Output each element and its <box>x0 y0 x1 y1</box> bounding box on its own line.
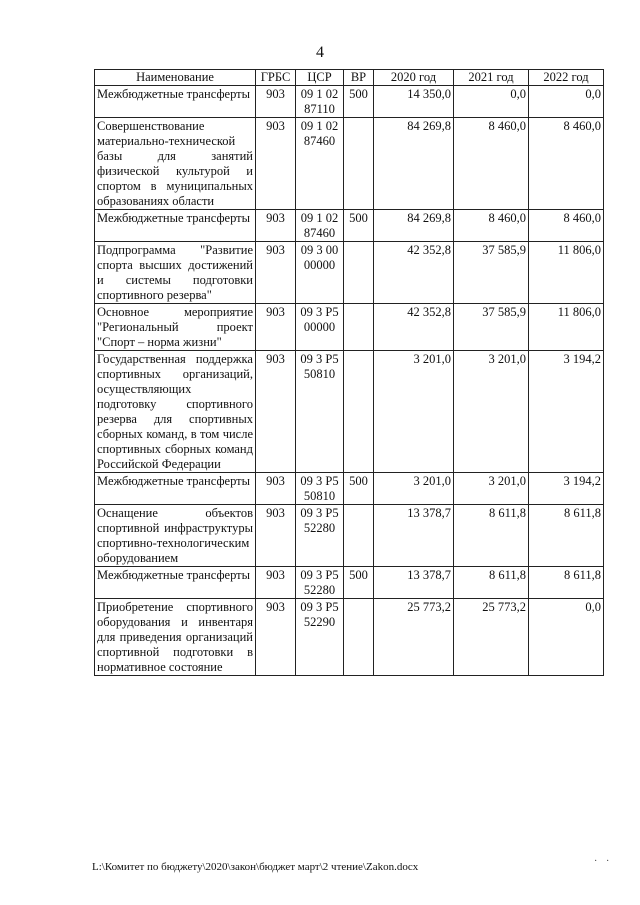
row-csr: 09 1 02 87110 <box>296 86 344 118</box>
row-vr <box>344 351 374 473</box>
row-2022: 8 460,0 <box>529 118 604 210</box>
row-csr: 09 3 P5 52280 <box>296 505 344 567</box>
row-name: Межбюджетные трансферты <box>95 473 256 505</box>
header-csr: ЦСР <box>296 70 344 86</box>
page-number: 4 <box>316 44 324 61</box>
table-row <box>95 473 604 505</box>
row-name: Подпрограмма "Развитие спорта высших достижений и системы подготовки спортивного резерва" <box>95 242 256 304</box>
row-2022: 0,0 <box>529 599 604 676</box>
row-2020: 13 378,7 <box>374 567 454 599</box>
row-2021: 8 460,0 <box>454 118 529 210</box>
row-csr: 09 1 02 87460 <box>296 210 344 242</box>
table-row <box>95 86 604 118</box>
row-vr: 500 <box>344 210 374 242</box>
row-2022: 11 806,0 <box>529 242 604 304</box>
row-grbs: 903 <box>256 599 296 676</box>
row-vr <box>344 242 374 304</box>
row-vr <box>344 505 374 567</box>
header-grbs: ГРБС <box>256 70 296 86</box>
row-name: Межбюджетные трансферты <box>95 86 256 118</box>
row-2022: 3 194,2 <box>529 351 604 473</box>
row-2020: 42 352,8 <box>374 242 454 304</box>
budget-table <box>94 69 604 676</box>
row-2022: 11 806,0 <box>529 304 604 351</box>
row-2022: 0,0 <box>529 86 604 118</box>
row-grbs: 903 <box>256 118 296 210</box>
row-2021: 3 201,0 <box>454 351 529 473</box>
row-vr <box>344 599 374 676</box>
header-2020: 2020 год <box>374 70 454 86</box>
row-2020: 14 350,0 <box>374 86 454 118</box>
row-2020: 84 269,8 <box>374 210 454 242</box>
scan-speck: · <box>606 856 610 867</box>
row-csr: 09 3 00 00000 <box>296 242 344 304</box>
row-2021: 37 585,9 <box>454 304 529 351</box>
footer-file-path: L:\Комитет по бюджету\2020\закон\бюджет март\2 чтение\Zakon.docx <box>92 861 419 873</box>
table-row <box>95 599 604 676</box>
row-2021: 8 611,8 <box>454 505 529 567</box>
row-grbs: 903 <box>256 304 296 351</box>
row-2022: 8 460,0 <box>529 210 604 242</box>
row-grbs: 903 <box>256 242 296 304</box>
row-2020: 84 269,8 <box>374 118 454 210</box>
row-vr: 500 <box>344 473 374 505</box>
row-grbs: 903 <box>256 567 296 599</box>
row-2021: 37 585,9 <box>454 242 529 304</box>
row-2020: 42 352,8 <box>374 304 454 351</box>
row-2021: 8 611,8 <box>454 567 529 599</box>
row-grbs: 903 <box>256 351 296 473</box>
row-name: Государственная поддержка спортивных организаций, осуществляющих подготовку спортивного резерва для спортивных сборных команд, в том числе спортивных сборных команд Российской Федерации <box>95 351 256 473</box>
scan-speck: · <box>594 856 598 867</box>
row-csr: 09 1 02 87460 <box>296 118 344 210</box>
row-name: Межбюджетные трансферты <box>95 210 256 242</box>
row-grbs: 903 <box>256 86 296 118</box>
row-name: Совершенствование материально-технической базы для занятий физической культурой и спортом в муниципальных образованиях области <box>95 118 256 210</box>
table-row <box>95 118 604 210</box>
header-name: Наименование <box>95 70 256 86</box>
header-vr: ВР <box>344 70 374 86</box>
row-csr: 09 3 P5 50810 <box>296 351 344 473</box>
table-row <box>95 505 604 567</box>
table-row <box>95 567 604 599</box>
row-name: Оснащение объектов спортивной инфраструктуры спортивно-технологическим оборудованием <box>95 505 256 567</box>
header-2022: 2022 год <box>529 70 604 86</box>
table-header-row <box>95 70 604 86</box>
row-2021: 8 460,0 <box>454 210 529 242</box>
row-2021: 25 773,2 <box>454 599 529 676</box>
row-name: Основное мероприятие "Региональный проект "Спорт – норма жизни" <box>95 304 256 351</box>
row-2020: 25 773,2 <box>374 599 454 676</box>
row-vr: 500 <box>344 86 374 118</box>
row-2022: 8 611,8 <box>529 567 604 599</box>
row-csr: 09 3 P5 00000 <box>296 304 344 351</box>
row-2022: 3 194,2 <box>529 473 604 505</box>
row-2022: 8 611,8 <box>529 505 604 567</box>
table-row <box>95 210 604 242</box>
row-name: Межбюджетные трансферты <box>95 567 256 599</box>
row-grbs: 903 <box>256 473 296 505</box>
row-vr <box>344 118 374 210</box>
row-2020: 13 378,7 <box>374 505 454 567</box>
row-grbs: 903 <box>256 505 296 567</box>
row-csr: 09 3 P5 50810 <box>296 473 344 505</box>
row-vr: 500 <box>344 567 374 599</box>
row-2020: 3 201,0 <box>374 351 454 473</box>
row-csr: 09 3 P5 52280 <box>296 567 344 599</box>
row-name: Приобретение спортивного оборудования и инвентаря для приведения организаций спортивной подготовки в нормативное состояние <box>95 599 256 676</box>
row-2020: 3 201,0 <box>374 473 454 505</box>
table-row <box>95 351 604 473</box>
row-2021: 0,0 <box>454 86 529 118</box>
table-row <box>95 304 604 351</box>
header-2021: 2021 год <box>454 70 529 86</box>
row-2021: 3 201,0 <box>454 473 529 505</box>
table-row <box>95 242 604 304</box>
row-csr: 09 3 P5 52290 <box>296 599 344 676</box>
row-grbs: 903 <box>256 210 296 242</box>
row-vr <box>344 304 374 351</box>
